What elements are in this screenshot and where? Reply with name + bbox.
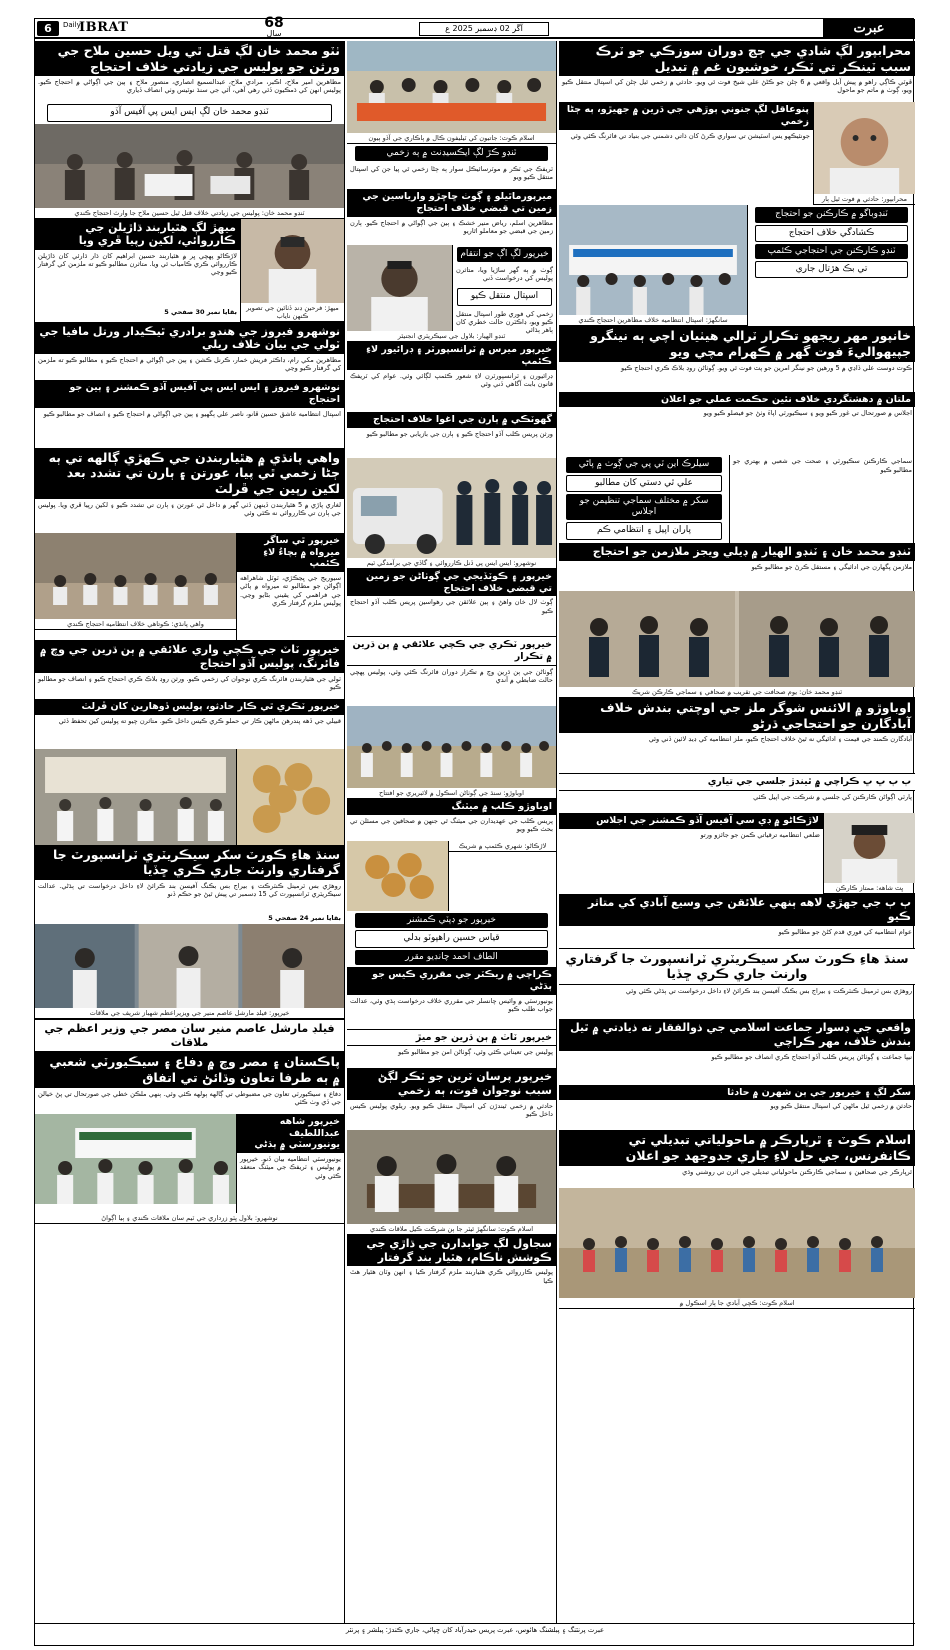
headline[interactable]: خيرپور ٽڪري جي ڪچي علائقي ۾ ٻن ڌرين ۾ تڪرار <box>347 636 556 666</box>
headline[interactable]: ٻ ٻ ڀ ڀ ڪراچي ۾ ٿيندڙ جلسي جي تياري <box>559 773 915 791</box>
story-body: نيپا جماعت ۽ ڳوٺاڻن پريس ڪلب آڏو احتجاج ڪري انصاف جو مطالبو ڪيو <box>711 1052 912 1061</box>
headline[interactable]: اوباوڙو ۾ الائنس شوگر ملز جي اوچتي بندش خلاف آبادگارن جو احتجاجي ڌرڻو <box>559 698 915 733</box>
subheadline: قياس حسين راهپوٽو بدلي <box>355 930 547 947</box>
subheadline: پاران اپيل ۽ انتظامي ڪم <box>566 522 722 539</box>
story-body: ڦوٽي ڪاڳي راهو ۾ پيش آيل واقعي ۾ 6 ڄڻن جو ڪڻڻ علي شيخ فوت ٿي ويو. حادثي ۾ زخمي ٿيل ڄڻن کي اسپتال منتقل ڪيو ويو، ڳوٺ ۾ ماتم جو ماحول <box>562 78 912 95</box>
story-body: عوام انتظاميه کي فوري قدم کڻڻ جو مطالبو ڪيو <box>778 927 912 936</box>
photo-caption: سانگهڙ: اسپتال انتظاميه خلاف مظاهرين احتجاج ڪندي <box>559 315 747 326</box>
headline[interactable]: واقعي جي ڊسوار جماعت اسلامي جي ذوالفقار ته ذيادتي ۾ ٿيل بندش خلاف، مهر ڪراچي <box>559 1019 915 1051</box>
photo-caption: اسلام ڪوٽ: جاتيون کي ٽيليفون ڪال ۾ ٻاڪاري جي آڏو ٻيون <box>347 133 556 144</box>
story-body: پريس ڪلب جي عهديدارن جي ميٽنگ ٿي جنهن ۾ صحافين جي مسئلن تي بحث ڪيو ويو <box>350 817 553 834</box>
daily-label: Daily <box>63 21 81 29</box>
photo-caption: خيرپور: فيلڊ مارشل عاصم منير جي ويزيراعظم شهباز شريف جي ملاقات <box>35 1008 344 1019</box>
headline[interactable]: سکر لڳ ۽ خيرپور جي ٻن شهرن ۾ حادثا <box>559 1085 915 1101</box>
subheadline[interactable]: ٽنڊو ڪارڪنن جي احتجاجي ڪئمپ <box>755 244 909 259</box>
story-body: قبيلي جي ڏهه پندرهن ماڻهن ڪار تي حملو ڪري ڪيس داخل ڪيو. متاثرن چيو ته پوليس کين تحفظ ڏئي <box>58 716 341 725</box>
headline[interactable]: خانپور مهر ريجهو تڪرار ٽرالي هيٺيان اچي ٻه نينگرو جپيهواليءَ فوت گهر ۾ ڪهرام مچي ويو <box>559 326 915 361</box>
headline[interactable]: ڪراچي ۾ ريڪٽر جي مقرري ڪيس جو ٻڌڻي <box>347 967 556 995</box>
story-body: يونيورسٽي انتظاميه بيان ڏنو. خيرپور ۾ پوليس ۽ ٽريفڪ جي ميٽنگ منعقد ڪئي وئي <box>240 1155 341 1180</box>
news-photo <box>35 1114 236 1204</box>
subheadline[interactable]: ٽنڊوباگو ۾ ڪارڪنن جو احتجاج <box>755 207 909 222</box>
news-photo <box>241 219 344 303</box>
headline[interactable]: پاڪستان ۽ مصر وچ ۾ دفاع ۽ سيڪيورٽي شعبي ۾ ٻه طرفا تعاون وڌائڻ تي اتفاق <box>35 1052 344 1087</box>
photo-caption: واهي پانڌي: ڪوتاهي خلاف انتظاميه احتجاج ڪندي <box>35 619 236 630</box>
story-body: اسپتال انتظاميه عاشق حسين ڦانو، ناصر علي ٻگهيو ۽ ٻين جي اڳواڻي ۾ احتجاج ڪيو ۽ انصاف جو مطالبو ڪيو <box>43 409 341 418</box>
headline[interactable]: لاڙڪاڻو ۾ ڊي سي آفيس آڏو ڪمشنر جي اجلاس <box>559 813 823 829</box>
story-body: پوليس ڪارروائي ڪري هٿياربند ملزم گرفتار ڪيا ۽ انهن وٽان هٿيار هٿ ڪيا <box>350 1268 553 1285</box>
photo-caption: ٽنڊو الهيار: بلاول جي سيڪريٽري انجنيئر <box>347 331 556 342</box>
story-body: مظاهرين امير ملاح، اڪبر، مرادي ملاح، عبدالسميع انصاري، منصور ملاح ۽ ٻين جي اڳواڻي ۾ احتجاج ڪيو. پوليس انهن کي ڌمڪيون ڏئي رهي آهي، آئي جي سنڌ نوٽيس وٺي انصاف ڏياري <box>38 78 341 95</box>
headline[interactable]: سنڌ هاءِ ڪورٽ سکر سيڪريٽري ٽرانسپورٽ جا گرفتاري وارنٽ جاري ڪري ڇڏيا <box>35 845 344 880</box>
story-body: ڳوٺ ۾ ٻه گهر ساڙيا ويا، متاثرن پوليس کي درخواست ڏني <box>456 266 553 283</box>
story-body: حادثن ۾ زخمي ٿيل ماڻهن کي اسپتال منتقل ڪيو ويو <box>770 1102 912 1111</box>
news-photo <box>35 124 344 208</box>
column-left <box>35 41 345 1623</box>
story-body: لغاري پاڙي ۾ 5 هٿياربندن ڏينهن ڏٺي گهر ۾ داخل ٿي عورتن ۽ ٻارن تي تشدد ڪيو ۽ لکين رپيا ڦري ويا. پوليس جي ٻارن تي ڪارروائي نه ڪئي وئي <box>38 500 341 517</box>
story-body: ٽريفڪ جي ٽڪر ۾ موٽرسائيڪل سوار ٻه ڄڻا زخمي ٿي پيا جن کي اسپتال منتقل ڪيو ويو <box>350 165 553 182</box>
brand-small: IBRAT <box>79 20 129 35</box>
story-body: يونيورسٽي ۾ وائيس چانسلر جي مقرري خلاف درخواست ٻڌي وئي، عدالت جواب طلب ڪيو <box>350 996 553 1013</box>
story-body: اجلاس ۾ صورتحال تي غور ڪيو ويو ۽ سيڪيورٽي اپاءَ وٺڻ جو فيصلو ڪيو ويو <box>703 409 912 418</box>
photo-caption: ٽنڊو محمد خان: يوم صحافت جي تقريب ۾ صحافي ۽ سماجي ڪارڪن شريڪ <box>559 687 915 698</box>
subheadline: ٽنڊو محمد خان لڳ ايس ايس پي آفيس آڏو <box>47 104 331 121</box>
headline[interactable]: ميهڙ لڳ هٿياربند ڌاڙيلن جي ڪارروائي، لکين رپيا ڦري ويا <box>35 219 240 251</box>
headline[interactable]: واهي پانڌي ۾ هٿياربندن جي ڪهڙي ڳالهه تي ٻه ڄڻا زخمي ٿي پيا، عورتن ۽ ٻارن تي تشدد بعد لکين رپين جي ڦرلٽ <box>35 448 344 499</box>
story-body: ڊرائيورن ۽ ٽرانسپورٽرن لاءِ شعور ڪئمپ لڳائي وئي. عوام کي ٽريفڪ قانون بابت آگاهي ڏني وئي <box>350 371 553 388</box>
news-photo <box>35 533 236 619</box>
story-body: لاڙڪاڻو پهچي ڀر ۾ هٿياربند حسين ابراهيم کان ڌار ڌارئي کان ڌاڙيلن ڪارروائي ڪري ڪامياب ٿي ويا. متاثرن مطالبو ڪيو ته ملزمن کي گرفتار ڪيو وڃي <box>38 252 237 277</box>
news-photo <box>35 749 236 845</box>
masthead <box>35 15 915 39</box>
subheadline[interactable]: خيرپور لڳ اڳ جو انتقام <box>457 247 552 262</box>
story-body: ڪوٽ دوست علي ڏاڍي ۾ 5 ورهين جو نينگر امرين جو پٽ فوت ٿي ويو. ڳوٺاڻن روڊ بلاڪ ڪري احتجاج ڪيو <box>621 363 912 372</box>
story-body: ٿرپارڪر جي صحافين ۽ سماجي ڪارڪنن ماحولياتي تبديلي جي اثرن تي روشني وڌي <box>682 1167 912 1176</box>
photo-caption: لاڙڪاڻو: شهري ڪئمپ ۾ شريڪ <box>449 841 556 852</box>
news-photo <box>347 841 448 911</box>
newspaper-page <box>34 15 914 1646</box>
news-photo <box>35 924 344 1008</box>
headline[interactable]: نوشهرو فيروز جي هندو برادري ٿيڪيدار ورتل مافيا جي ٽولي جي بيان خلاف ريلي <box>35 322 344 355</box>
story-body: ملازمن پگهارن جي ادائيگي ۽ مستقل ڪرڻ جو مطالبو ڪيو <box>751 563 912 572</box>
year-label: سال <box>266 29 282 38</box>
headline[interactable]: نوشهرو فيروز ۽ ايس ايس پي آفيس آڏو ڪمشنر ۽ ٻين جو احتجاج <box>35 380 344 408</box>
news-photo <box>347 706 556 788</box>
story-body: سيوريج جي ڀڃڪڙي، ٽوٽل شاهراهه اڳواڻن جو مطالبو ته ميرواه ۾ پاڻي جي فراهمي کي يقيني بڻايو وڃي. پوليس ملزم گرفتار ڪري <box>240 574 341 607</box>
story-body: روهڙي بس ٽرمينل ڪنٽرڪٽ ۽ بيراج بس بڪنگ آفيسن بند ڪرائڻ لاءِ داخل درخواست تي ٻڌڻي. عدالت سيڪريٽري ٽرانسپورٽ کي 15 ڊسمبر تي پيش ٿيڻ جو حڪم ڏنو <box>38 881 341 899</box>
headline[interactable]: ميرپورماٿيلو ۽ ڳوٺ ڇاڇڙو وارياسين جي زمين تي قبضي خلاف احتجاج <box>347 189 556 217</box>
story-body: ڳوٺاڻن جي ٻن ڌرين وچ ۾ تڪرار دوران فائرنگ ڪئي وئي، پوليس پهچي حالت ضابطي ۾ آندي <box>350 668 553 685</box>
headline[interactable]: سجاول لڳ جوابدارن جي ڌاڙي جي ڪوشش ناڪام، هٿيار بند گرفتار <box>347 1235 556 1267</box>
subheadline[interactable]: سيلرڪ اين ٽي پي جي ڳوٺ ۾ پاڻي <box>566 457 722 472</box>
story-body: حادثي ۾ زخمي ٿيندڙن کي اسپتال منتقل ڪيو ويو. ريلوي پوليس ڪيس داخل ڪيو <box>350 1101 553 1119</box>
headline[interactable]: خيرپور ٿي ساگر ميرواه ۾ بچاءُ لاءِ ڪئمپ <box>237 533 344 573</box>
news-photo <box>814 102 915 194</box>
headline[interactable]: اوباوڙو ڪلب ۾ ميٽنگ <box>347 799 556 815</box>
headline[interactable]: ٻ ٻ جي جهڙي لاهه ٻنهي علائقن جي وسيع آبادي کي متاثر ڪيو <box>559 894 915 926</box>
story-body: پارٽي اڳواڻن ڪارڪنن کي جلسي ۾ شرڪت جي اپيل ڪئي <box>753 793 912 802</box>
photo-caption: ٽنڊو محمد خان: پوليس جي زيادتي خلاف قتل ٿيل حسين ملاح جا وارث احتجاج ڪندي <box>35 208 344 219</box>
subheadline[interactable]: سکر ۾ مختلف سماجي تنظيمن جو اجلاس <box>566 494 722 521</box>
continued-note: بقايا نمبر 24 صفحي 5 <box>268 913 341 922</box>
story-body: ڳوٺ لال خان واهڻ ۽ ٻين علائقن جي رهواسين پريس ڪلب آڏو احتجاج ڪيو <box>350 598 553 615</box>
headline[interactable]: اسلام ڪوٽ ۽ ٿرپارڪر ۾ ماحولياتي تبديلي تي ڪانفرنس، جي حل لاءِ جاري جدوجهد جو اعلان <box>559 1130 915 1165</box>
photo-caption: محرابپور: حادثي ۾ فوت ٿيل ٻار <box>814 194 915 205</box>
news-photo <box>347 245 452 331</box>
photo-caption: اوباوڙو: سنڌ جي ڳوٺاڻن اسڪول ۾ لائبريري جو افتتاح <box>347 788 556 799</box>
news-photo <box>559 205 747 315</box>
subheadline: علي ٿي دستي کان مطالبو <box>566 475 722 492</box>
headline[interactable]: محرابپور لڳ شادي جي ڄڃ دوران سوزڪي جو ٽرڪ سبب ٽينڪر تي ٽڪر، خوشيون غم ۾ تبديل <box>559 41 915 76</box>
headline[interactable]: پنوعاقل لڳ جنوني ٻوڙهي جي ڌرين ۾ جهيڙو، ٻه ڄڻا زخمي <box>559 102 813 130</box>
photo-caption: نوشهرو: بلاول ڀٽو زرداري جي ٽيم سان ملاقات ڪندي ۽ ٻيا اڳواڻ <box>35 1213 344 1224</box>
news-photo <box>347 458 556 558</box>
headline[interactable]: خيرپور شاهه عبداللطيف يونيورسٽي ۾ ٻڌڻي <box>237 1114 344 1154</box>
story-body: مظاهرين مکي رام، ڊاڪٽر فريش خمار، ڪرنل ڪشن ۽ ٻين جي اڳواڻي ۾ احتجاج ڪيو ۽ مطالبو ڪيو ته ملزمن کي گرفتار ڪيو وڃي <box>38 356 341 373</box>
headline[interactable]: گهوٽڪي ۾ ٻارن جي اغوا خلاف احتجاج <box>347 412 556 428</box>
headline[interactable]: ٽنڊو محمد خان ۽ ٽنڊو الهيار ۾ ڊيلي ويجز ملازمن جو احتجاج <box>559 543 915 561</box>
news-photo <box>347 1130 556 1224</box>
news-photo <box>236 749 344 845</box>
column-right <box>559 41 915 1623</box>
story-body: جونئيڪهو يس اسٽيشن تي سواري ڪرڻ کان ذاتي دشمني جي بنياد تي فائرنگ ڪئي وئي <box>570 132 810 140</box>
news-photo <box>347 41 556 133</box>
story-body: سماجي ڪارڪنن سڪيورٽي ۽ صحت جي شعبي ۾ بهتري جو مطالبو ڪيو <box>733 457 912 474</box>
headline[interactable]: فيلڊ مارشل عاصم منير سان مصر جي وزير اعظم جي ملاقات <box>35 1019 344 1053</box>
subheadline: تي بڪ هڙتال جاري <box>755 261 909 278</box>
subheadline[interactable]: ٽنڊو ڪڙ لڳ ايڪسيڊنٽ ۾ ٻه زخمي <box>355 146 547 161</box>
page-footer: عبرت پرنٽنگ ۽ پبلشنگ هائوس، عبرت پريس حيدرآباد کان ڇپائي، جاري ڪندڙ: پبلشر ۽ پرنٽر <box>35 1623 915 1645</box>
subheadline[interactable]: خيرپور جو ڊپٽي ڪمشنر <box>355 913 547 928</box>
newspaper-logo: عبرت <box>823 19 915 39</box>
news-photo <box>559 1188 915 1298</box>
story-body: آبادگارن ڪمند جي قيمت ۽ ادائيگي نه ٿيڻ خلاف احتجاج ڪيو، ملز انتظاميه کي ڊيڊ لائين ڏني وئي <box>648 735 912 744</box>
photo-caption: ڀٽ شاهه: ممتاز ڪارڪن <box>824 883 915 894</box>
headline[interactable]: خيرپور ميرس ۾ ٽرانسپورٽر ۽ ڊرائيور لاءِ ڪئمپ <box>347 342 556 370</box>
headline[interactable]: خيرپور پرسان ٽرين جو ٽڪر لڳڻ سبب نوجوان فوت، ٻه زخمي <box>347 1068 556 1100</box>
story-body: ٽولي جي هٿياربندن فائرنگ ڪري نوجوان کي زخمي ڪيو. ورثن روڊ بلاڪ ڪري احتجاج ڪيو ۽ انصاف جو مطالبو ڪيو <box>38 674 341 691</box>
photo-caption: ميهڙ: فرحين ڊنڊ ڏٺائين جي تصوير ڪنهن ناياب <box>241 303 344 322</box>
subheadline[interactable]: اسپتال منتقل ڪيو <box>457 288 552 305</box>
issue-date: آڱر 02 ڊسمبر 2025 ع <box>419 22 549 36</box>
year-box <box>251 17 297 39</box>
story-body: دفاع ۽ سيڪيورٽي تعاون جي مضبوطي تي ڳالهه ٻولهه ڪئي وئي. ٻنهي ملڪن خطي جي صورتحال تي پڻ خيالن جي ڏي وٺ ڪئي <box>38 1089 341 1106</box>
column-middle <box>347 41 557 1623</box>
headline[interactable]: خيرپور ٽاٽ جي ڪچي واري علائقي ۾ ٻن ڌرين جي وچ ۾ فائرنگ، پوليس آڏو احتجاج <box>35 640 344 673</box>
subheadline: الطاف احمد چانڊيو مقرر <box>355 950 547 965</box>
headline[interactable]: ملتان ۾ دهشتگردي خلاف نئين حڪمت عملي جو اعلان <box>559 392 915 408</box>
headline[interactable]: سنڌ هاءِ ڪورٽ سکر سيڪريٽري ٽرانسپورٽ جا گرفتاري وارنٽ جاري ڪري ڇڏيا <box>559 948 915 985</box>
story-body: روهڙي بس ٽرمينل ڪنٽرڪٽ ۽ بيراج بس بڪنگ آفيسن بند ڪرائڻ لاءِ داخل درخواست تي ٻڌڻي ڪئي وئي <box>625 987 912 995</box>
continued-note: بقايا نمبر 30 صفحي 5 <box>164 308 237 316</box>
headline[interactable]: ٺٽو محمد خان لڳ قتل ٿي ويل حسين ملاح جي ورثن جو پوليس جي زيادتي خلاف احتجاج <box>35 41 344 76</box>
story-body: ورثن پريس ڪلب آڏو احتجاج ڪيو ۽ ٻارن جي بازيابي جو مطالبو ڪيو <box>366 429 553 438</box>
news-photo <box>824 813 915 883</box>
headline[interactable]: خيرپور ٽاٽ ۾ ٻن ڌرين جو ميڙ <box>347 1029 556 1047</box>
headline[interactable]: خيرپور ٽڪري ٿي ڪار حادثو، پوليس ڏوهارين کان ڦرلٽ <box>35 699 344 715</box>
year-number: 68 <box>264 15 284 31</box>
story-body: ضلعي انتظاميه ترقياتي ڪمن جو جائزو ورتو <box>700 831 820 840</box>
photo-caption: اسلام ڪوٽ: سانگهڙ ٿيٽر جا ٻن شرڪت ڪيل ملاقات ڪندي <box>347 1224 556 1235</box>
headline[interactable]: خيرپور ۽ ڪوٽڏيجي جي ڳوٺاڻن جو زمين تي قبضي خلاف احتجاج <box>347 569 556 597</box>
story-body: زخمي کي فوري طور اسپتال منتقل ڪيو ويو، ڊاڪٽرن حالت خطري کان ٻاهر ٻڌائي <box>456 309 553 334</box>
news-photo <box>559 591 915 687</box>
photo-caption: اسلام ڪوٽ: ڪچي آبادي جا ٻار اسڪول ۾ <box>559 1298 915 1309</box>
photo-caption: نوشهرو: ايس ايس پي ڏنل ڪارروائي ۽ گاڏي جي برآمدگي ٽيم <box>347 558 556 569</box>
story-body: پوليس جي تعيناتي ڪئي وئي، ڳوٺاڻن امن جو مطالبو ڪيو <box>398 1048 553 1057</box>
subheadline: ڪشادگي خلاف احتجاج <box>755 225 909 242</box>
story-body: مظاهرين اسلم، رياض منير خشڪ ۽ ٻين جي اڳواڻي ۾ احتجاج ڪيو. ٻارن زمين جي قبضي جو معاملو اٿاريو <box>350 219 553 236</box>
page-number: 6 <box>37 21 59 36</box>
